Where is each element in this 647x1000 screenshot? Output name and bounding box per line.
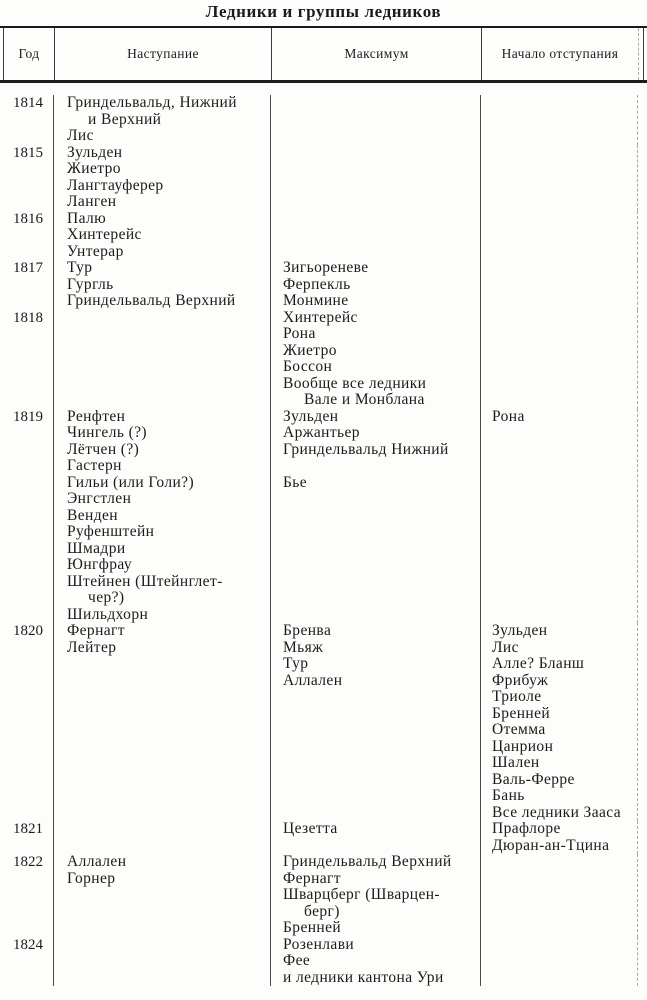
column-header-retreat-start: Начало отступания: [481, 28, 639, 80]
glacier-name: Лётчен (?): [67, 440, 140, 458]
glacier-name: Прафлоре: [492, 820, 561, 837]
retreat-start-cell: [480, 95, 638, 145]
year-block-row: [3, 623, 644, 821]
glacier-name: Гриндельвальд Верхний: [283, 853, 452, 870]
glacier-name: чер?): [88, 589, 125, 606]
column-header-year: Год: [18, 46, 40, 61]
glacier-name: Фернагт: [283, 869, 341, 887]
glacier-name: и ледники кантона Ури: [283, 968, 444, 986]
glacier-name: Валь-Ферре: [492, 770, 575, 788]
glacier-name: Жиетро: [283, 341, 337, 359]
advance-cell: [53, 409, 270, 624]
glacier-name: Зигьореневе: [283, 259, 369, 276]
glacier-name: Ферпекль: [283, 275, 351, 293]
glacier-name: Лис: [67, 127, 94, 144]
glacier-name: Лейтер: [67, 638, 117, 656]
glacier-name: Вале и Монблана: [304, 391, 425, 408]
glacier-name: Отемма: [492, 721, 546, 738]
maximum-cell: [270, 821, 480, 854]
glacier-name: [283, 458, 480, 475]
glacier-name: Горнер: [67, 869, 116, 887]
glacier-name: Унтерар: [67, 242, 124, 260]
advance-cell: [53, 310, 270, 409]
glacier-name: Ренфтен: [67, 407, 126, 425]
glacier-name: Вообще все ледники: [283, 374, 427, 392]
advance-cell: [53, 821, 270, 854]
glacier-name: Шален: [492, 754, 540, 771]
advance-cell: [53, 95, 270, 145]
glacier-name: Рона: [492, 407, 525, 425]
glacier-name: Цезетта: [283, 820, 338, 837]
glacier-name: Гильи (или Голи?): [67, 473, 195, 491]
glacier-name: Гриндельвальд, Нижний: [67, 94, 237, 111]
year-cell: 1822: [13, 854, 43, 870]
year-block-row: [3, 937, 644, 987]
retreat-start-cell: [480, 145, 638, 211]
maximum-cell: [270, 211, 480, 261]
glacier-name: Венден: [67, 506, 118, 524]
glacier-name: Ланген: [67, 193, 117, 210]
glacier-name: Алле? Бланш: [492, 655, 585, 672]
retreat-start-cell: [480, 623, 638, 821]
year-cell: 1817: [13, 260, 43, 276]
glacier-name: Шварцберг (Шварцен-: [283, 886, 440, 903]
glacier-name: Хинтерейс: [283, 308, 358, 326]
glacier-name: Зульден: [492, 622, 548, 639]
retreat-start-cell: [480, 310, 638, 409]
maximum-cell: [270, 937, 480, 987]
glacier-name: Штейнен (Штейнглет-: [67, 572, 223, 590]
glacier-name: Боссон: [283, 358, 333, 375]
column-header-advance: Наступание: [54, 28, 271, 80]
year-cell: 1820: [13, 623, 43, 639]
year-cell: 1824: [13, 936, 43, 953]
maximum-cell: [270, 260, 480, 310]
year-block-row: [3, 409, 644, 624]
retreat-start-cell: [480, 821, 638, 854]
maximum-cell: [270, 409, 480, 624]
maximum-cell: [270, 145, 480, 211]
year-block-row: [3, 95, 644, 145]
year-block-row: [3, 310, 644, 409]
glacier-name: и Верхний: [88, 110, 162, 128]
glacier-name: Гургль: [67, 275, 114, 293]
retreat-start-cell: [480, 409, 638, 624]
glacier-name: Аржантьер: [283, 424, 360, 441]
glacier-name: Руфенштейн: [67, 523, 155, 540]
glacier-name: Фее: [283, 952, 311, 969]
glacier-name: Чингель (?): [67, 424, 147, 441]
table-header-row: [3, 28, 644, 80]
glacier-name: Юнгфрау: [67, 556, 133, 573]
year-block-row: [3, 211, 644, 261]
page-title: Ледники и группы ледников: [205, 2, 442, 21]
retreat-start-cell: [480, 211, 638, 261]
glacier-name: Лангтауферер: [67, 176, 164, 194]
glacier-name: Триоле: [492, 688, 542, 705]
table-body: [3, 83, 644, 986]
maximum-cell: [270, 854, 480, 937]
retreat-start-cell: [480, 937, 638, 987]
glacier-name: Аллален: [67, 853, 127, 870]
glacier-name: Шильдхорн: [67, 605, 149, 623]
glacier-name: Дюран-ан-Тцина: [492, 836, 610, 854]
advance-cell: [53, 937, 270, 987]
glacier-name: Шмадри: [67, 539, 126, 557]
glacier-name: Цанрион: [492, 737, 554, 755]
glacier-name: Энгстлен: [67, 490, 132, 507]
advance-cell: [53, 211, 270, 261]
glacier-table: [3, 26, 644, 986]
maximum-cell: [270, 623, 480, 821]
column-header-maximum: Максимум: [271, 28, 481, 80]
advance-cell: [53, 623, 270, 821]
year-cell: 1814: [13, 95, 43, 111]
year-cell: 1815: [13, 144, 43, 161]
glacier-name: Рона: [283, 325, 316, 342]
glacier-name: берг): [304, 902, 340, 920]
glacier-name: Бье: [283, 473, 308, 491]
glacier-name: Бренней: [492, 704, 551, 722]
retreat-start-cell: [480, 260, 638, 310]
glacier-name: Аллален: [283, 671, 343, 689]
year-block-row: [3, 260, 644, 310]
glacier-name: Гастерн: [67, 457, 122, 474]
glacier-name: Розенлави: [283, 935, 355, 953]
glacier-name: Тур: [283, 655, 309, 672]
glacier-name: Хинтерейс: [67, 226, 142, 243]
glacier-name: Тур: [67, 259, 93, 276]
glacier-name: Мьяж: [283, 638, 324, 656]
glacier-name: Гриндельвальд Верхний: [67, 292, 236, 309]
advance-cell: [53, 260, 270, 310]
advance-cell: [53, 145, 270, 211]
glacier-name: Зульден: [283, 407, 339, 425]
year-block-row: [3, 821, 644, 854]
glacier-name: Монмине: [283, 292, 349, 309]
maximum-cell: [270, 310, 480, 409]
glacier-name: Палю: [67, 209, 107, 227]
glacier-name: Гриндельвальд Нижний: [283, 440, 449, 458]
glacier-name: Бренней: [283, 919, 342, 936]
glacier-name: Жиетро: [67, 160, 121, 177]
year-cell: 1816: [13, 210, 43, 227]
maximum-cell: [270, 95, 480, 145]
glacier-name: Лис: [492, 638, 519, 656]
glacier-name: Фернагт: [67, 622, 125, 639]
glacier-name: Бань: [492, 787, 525, 804]
year-cell: 1821: [13, 821, 43, 837]
retreat-start-cell: [480, 854, 638, 937]
year-block-row: [3, 854, 644, 937]
year-block-row: [3, 145, 644, 211]
glacier-name: Все ледники Зааса: [492, 803, 622, 821]
glacier-name: Фрибуж: [492, 671, 549, 689]
year-cell: 1818: [13, 309, 43, 326]
year-cell: 1819: [13, 408, 43, 425]
advance-cell: [53, 854, 270, 937]
glacier-name: Зульден: [67, 143, 123, 161]
glacier-name: Бренва: [283, 622, 332, 639]
